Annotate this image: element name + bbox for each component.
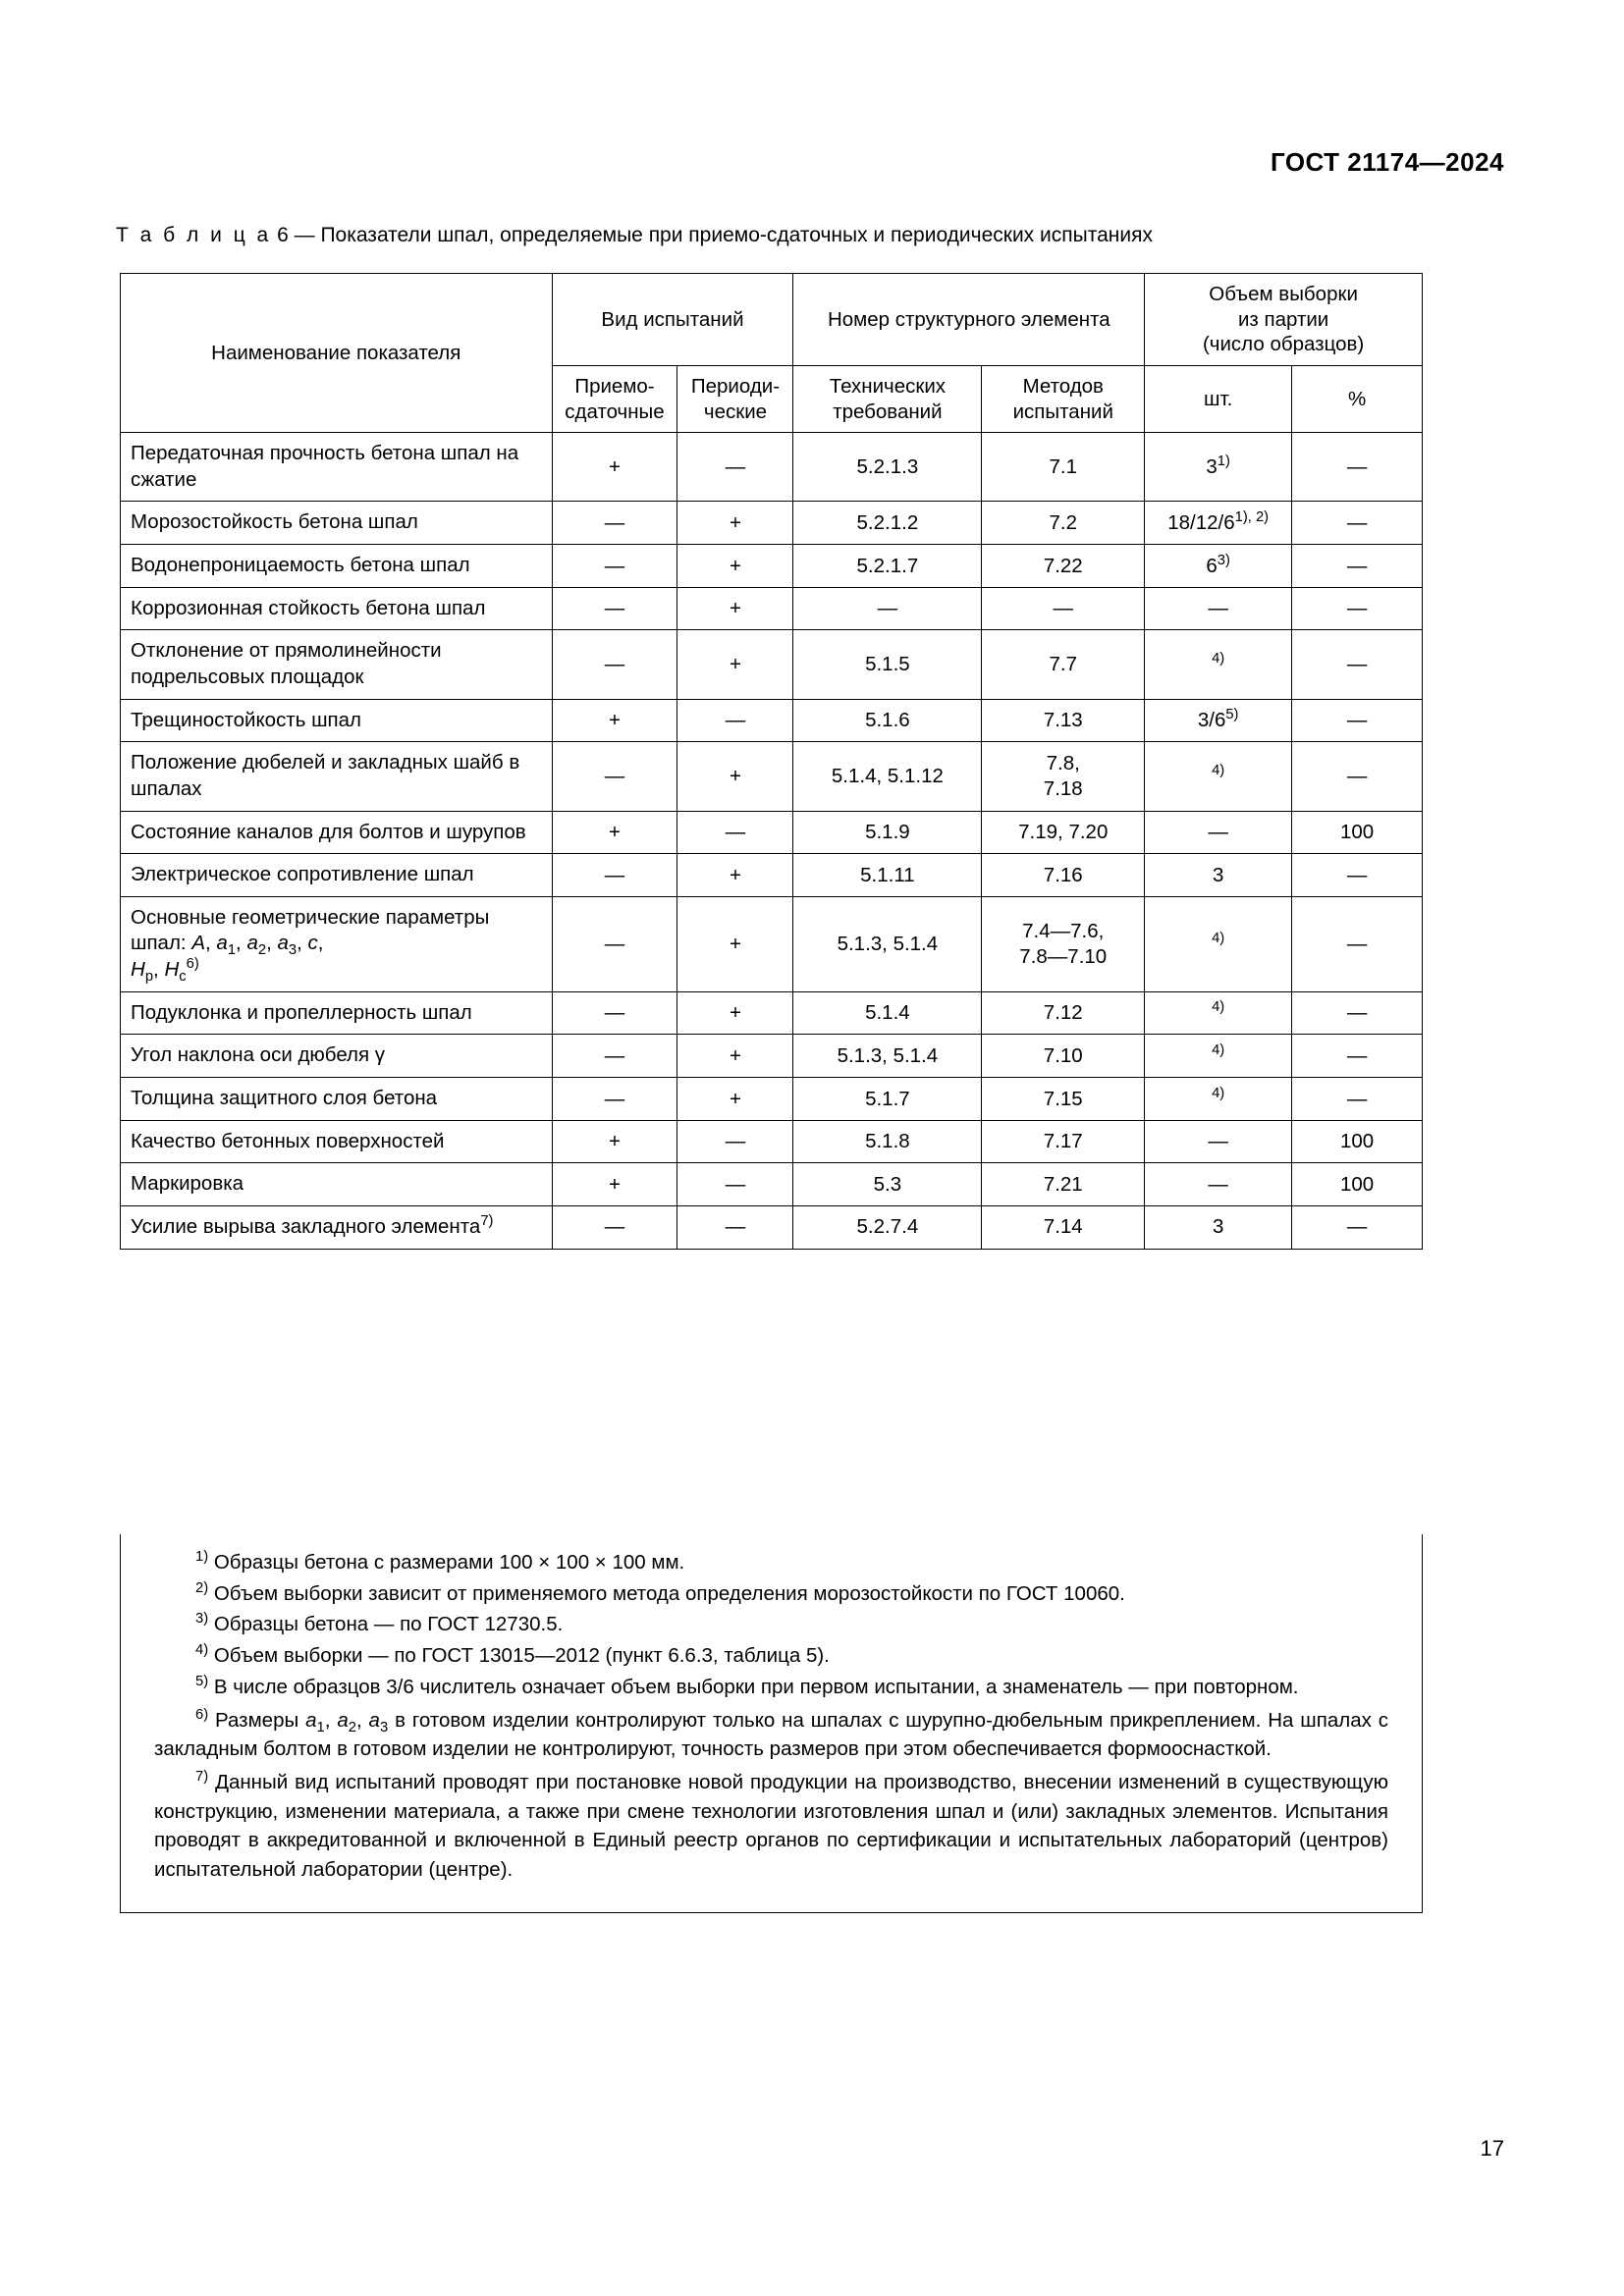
cell-percent: — (1292, 991, 1423, 1035)
cell-periodic: — (677, 1163, 793, 1206)
cell-periodic: — (677, 699, 793, 742)
header-periodic: Периоди- ческие (677, 365, 793, 432)
table-row (121, 1205, 1423, 1249)
cell-acceptance: — (552, 854, 677, 897)
cell-periodic: — (677, 433, 793, 502)
cell-pcs: 3 (1145, 854, 1292, 897)
cell-percent: 100 (1292, 1120, 1423, 1163)
cell-tech-req: 5.1.4 (793, 991, 982, 1035)
table-row (121, 433, 1423, 502)
cell-pcs: 3/6$^{5)}$ (1145, 699, 1292, 742)
cell-pcs: 3 (1145, 1205, 1292, 1249)
cell-acceptance: — (552, 991, 677, 1035)
cell-tech-req: 5.2.1.3 (793, 433, 982, 502)
cell-acceptance: + (552, 433, 677, 502)
header-percent: % (1292, 365, 1423, 432)
cell-tech-req: 5.2.1.7 (793, 545, 982, 588)
header-tech-req: Технических требований (793, 365, 982, 432)
cell-name: Состояние каналов для болтов и шурупов (121, 811, 553, 854)
cell-periodic: + (677, 1035, 793, 1078)
cell-periodic: + (677, 545, 793, 588)
cell-acceptance: + (552, 1120, 677, 1163)
cell-pcs: 4) (1145, 896, 1292, 991)
header-element-number: Номер структурного элемента (793, 274, 1145, 366)
header-pcs: шт. (1145, 365, 1292, 432)
cell-pcs: 3$^{1)}$ (1145, 433, 1292, 502)
cell-percent: — (1292, 630, 1423, 699)
cell-tech-req: 5.1.7 (793, 1078, 982, 1121)
cell-name: Электрическое сопротивление шпал (121, 854, 553, 897)
cell-percent: — (1292, 545, 1423, 588)
cell-acceptance: + (552, 699, 677, 742)
cell-methods: 7.13 (982, 699, 1145, 742)
cell-periodic: + (677, 991, 793, 1035)
cell-methods: 7.21 (982, 1163, 1145, 1206)
cell-tech-req: 5.2.7.4 (793, 1205, 982, 1249)
cell-pcs: $18/12/6^{1), 2)}$ (1145, 502, 1292, 545)
page-number: 17 (1480, 2136, 1504, 2161)
cell-methods: 7.22 (982, 545, 1145, 588)
cell-methods: — (982, 587, 1145, 630)
cell-percent: — (1292, 1078, 1423, 1121)
cell-percent: 100 (1292, 1163, 1423, 1206)
cell-acceptance: + (552, 1163, 677, 1206)
cell-percent: — (1292, 502, 1423, 545)
cell-acceptance: — (552, 502, 677, 545)
cell-tech-req: — (793, 587, 982, 630)
cell-acceptance: — (552, 545, 677, 588)
cell-periodic: + (677, 630, 793, 699)
footnote-2: $^{2)}$ Объем выборки зависит от применяемого метода определения морозостойкости по ГОСТ 10060. (195, 1579, 1125, 1605)
cell-percent: — (1292, 1205, 1423, 1249)
table-caption-label: Т а б л и ц а (116, 224, 272, 246)
cell-pcs: 4) (1145, 630, 1292, 699)
table-row (121, 896, 1423, 991)
cell-methods: 7.16 (982, 854, 1145, 897)
table-caption-text: — Показатели шпал, определяемые при приемо-сдаточных и периодических испытаниях (294, 224, 1153, 246)
footnote-3: $^{3)}$ Образцы бетона — по ГОСТ 12730.5. (195, 1611, 564, 1636)
footnote-1: $^{1)}$ Образцы бетона с размерами 100 × 100 × 100 мм. (195, 1549, 685, 1574)
cell-name: Отклонение от прямолинейности подрельсовых площадок (121, 630, 553, 699)
cell-acceptance: — (552, 742, 677, 811)
cell-methods: 7.10 (982, 1035, 1145, 1078)
cell-name: Морозостойкость бетона шпал (121, 502, 553, 545)
cell-name: Трещиностойкость шпал (121, 699, 553, 742)
cell-pcs: — (1145, 811, 1292, 854)
header-name: Наименование показателя (121, 274, 553, 433)
cell-periodic: — (677, 1120, 793, 1163)
footnote-7: $^{7)}$ Данный вид испытаний проводят при постановке новой продукции на производство, внесении изменений в существующую конструкцию, изменении материала, а также при смене технологии изготовления шпал и (или) закладных элементов. Испытания проводят в аккредитованной и включенной в Единый реестр органов по сертификации и испытательных лабораторий (центров) испытательной лаборатории (центре). (154, 1769, 1388, 1882)
cell-pcs: 4) (1145, 742, 1292, 811)
cell-tech-req: 5.1.3, 5.1.4 (793, 896, 982, 991)
cell-methods: 7.19, 7.20 (982, 811, 1145, 854)
cell-methods: 7.17 (982, 1120, 1145, 1163)
table-row (121, 699, 1423, 742)
cell-tech-req: 5.1.3, 5.1.4 (793, 1035, 982, 1078)
cell-tech-req: 5.1.4, 5.1.12 (793, 742, 982, 811)
cell-acceptance: — (552, 1205, 677, 1249)
cell-acceptance: — (552, 896, 677, 991)
cell-acceptance: — (552, 587, 677, 630)
cell-name: Передаточная прочность бетона шпал на сжатие (121, 433, 553, 502)
table-row (121, 742, 1423, 811)
cell-periodic: + (677, 854, 793, 897)
table-caption-number: 6 (277, 224, 289, 246)
footnote-4: $^{4)}$ Объем выборки — по ГОСТ 13015—2012 (пункт 6.6.3, таблица 5). (195, 1642, 830, 1668)
cell-percent: — (1292, 587, 1423, 630)
table-caption (116, 224, 1153, 247)
header-sample-volume: Объем выборки из партии (число образцов) (1145, 274, 1423, 366)
cell-percent: — (1292, 896, 1423, 991)
cell-acceptance: + (552, 811, 677, 854)
cell-periodic: + (677, 742, 793, 811)
cell-percent: — (1292, 699, 1423, 742)
cell-name: Усилие вырыва закладного элемента$^{7)}$ (121, 1205, 553, 1249)
header-test-methods: Методов испытаний (982, 365, 1145, 432)
cell-name: Угол наклона оси дюбеля γ (121, 1035, 553, 1078)
cell-tech-req: 5.1.11 (793, 854, 982, 897)
cell-tech-req: 5.3 (793, 1163, 982, 1206)
page-header-standard: ГОСТ 21174—2024 (1270, 147, 1504, 177)
table-row (121, 1035, 1423, 1078)
footnote-5: $^{5)}$ В числе образцов 3/6 числитель означает объем выборки при первом испытании, а знаменатель — при повторном. (195, 1674, 1299, 1698)
cell-tech-req: 5.1.9 (793, 811, 982, 854)
indicators-table (120, 273, 1423, 1250)
cell-name: Толщина защитного слоя бетона (121, 1078, 553, 1121)
cell-pcs: 4) (1145, 991, 1292, 1035)
cell-name: Основные геометрические параметры шпал: A, $a_1$, $a_2$, $a_3$, c, $H_р$, $H_с^{6)}$ (121, 896, 553, 991)
table-row (121, 545, 1423, 588)
table-row (121, 811, 1423, 854)
cell-methods: 7.7 (982, 630, 1145, 699)
cell-percent: — (1292, 433, 1423, 502)
cell-periodic: + (677, 587, 793, 630)
table-row (121, 1078, 1423, 1121)
cell-methods: 7.8, 7.18 (982, 742, 1145, 811)
table-row (121, 991, 1423, 1035)
cell-percent: — (1292, 742, 1423, 811)
cell-acceptance: — (552, 1078, 677, 1121)
table-row (121, 587, 1423, 630)
footnote-6: $^{6)}$ Размеры $a_1$, $a_2$, $a_3$ в готовом изделии контролируют только на шпалах с шурупно-дюбельным прикреплением. На шпалах с закладным болтом в готовом изделии не контролируют, точность размеров при этом обеспечивается формооснасткой. (154, 1706, 1388, 1761)
cell-name: Маркировка (121, 1163, 553, 1206)
table-row (121, 1120, 1423, 1163)
cell-percent: — (1292, 854, 1423, 897)
cell-periodic: — (677, 1205, 793, 1249)
cell-periodic: — (677, 811, 793, 854)
cell-periodic: + (677, 896, 793, 991)
cell-methods: 7.2 (982, 502, 1145, 545)
cell-methods: 7.12 (982, 991, 1145, 1035)
cell-pcs: 4) (1145, 1035, 1292, 1078)
table-row (121, 854, 1423, 897)
table-row (121, 630, 1423, 699)
cell-acceptance: — (552, 630, 677, 699)
cell-periodic: + (677, 1078, 793, 1121)
cell-name: Положение дюбелей и закладных шайб в шпалах (121, 742, 553, 811)
cell-tech-req: 5.2.1.2 (793, 502, 982, 545)
cell-pcs: 6$^{3)}$ (1145, 545, 1292, 588)
cell-acceptance: — (552, 1035, 677, 1078)
cell-name: Подуклонка и пропеллерность шпал (121, 991, 553, 1035)
table-header-row-1 (121, 274, 1423, 366)
header-acceptance: Приемо- сдаточные (552, 365, 677, 432)
cell-percent: 100 (1292, 811, 1423, 854)
cell-name: Водонепроницаемость бетона шпал (121, 545, 553, 588)
table-row (121, 502, 1423, 545)
cell-name: Качество бетонных поверхностей (121, 1120, 553, 1163)
cell-periodic: + (677, 502, 793, 545)
cell-methods: 7.15 (982, 1078, 1145, 1121)
cell-name: Коррозионная стойкость бетона шпал (121, 587, 553, 630)
cell-methods: 7.4—7.6, 7.8—7.10 (982, 896, 1145, 991)
cell-pcs: — (1145, 587, 1292, 630)
table-footnotes (120, 1534, 1423, 1913)
cell-tech-req: 5.1.8 (793, 1120, 982, 1163)
cell-pcs: 4) (1145, 1078, 1292, 1121)
table-row (121, 1163, 1423, 1206)
cell-pcs: — (1145, 1120, 1292, 1163)
cell-methods: 7.1 (982, 433, 1145, 502)
cell-tech-req: 5.1.6 (793, 699, 982, 742)
cell-percent: — (1292, 1035, 1423, 1078)
cell-methods: 7.14 (982, 1205, 1145, 1249)
cell-tech-req: 5.1.5 (793, 630, 982, 699)
header-test-type: Вид испытаний (552, 274, 793, 366)
cell-pcs: — (1145, 1163, 1292, 1206)
